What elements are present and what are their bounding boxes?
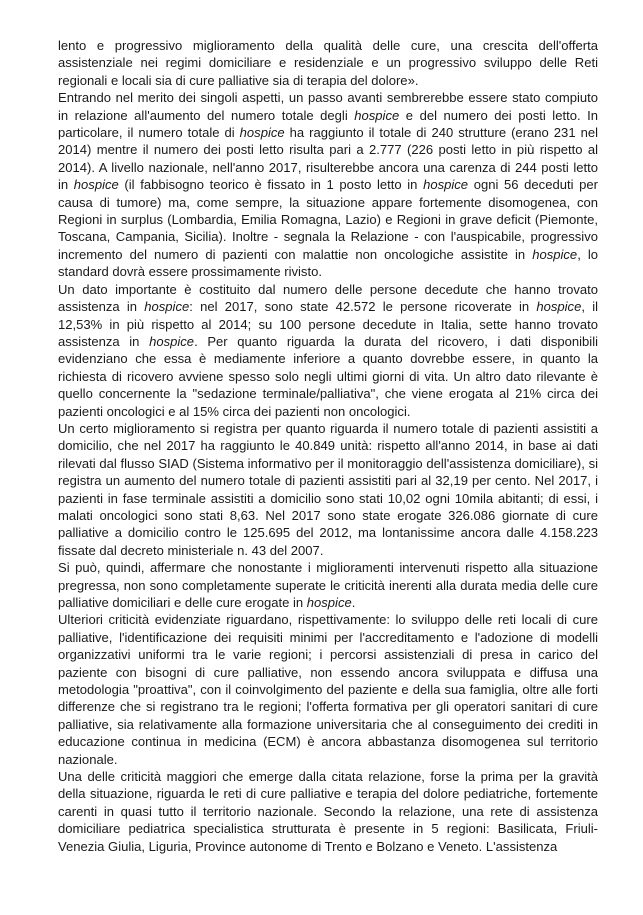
italic-term: hospice	[423, 177, 469, 193]
paragraph-text: , il 12,53% in più rispetto al 2014; su 100 persone decedute in Italia, sette hanno trovato assistenza in	[58, 299, 598, 349]
paragraph-text: (il fabbisogno teorico è fissato in 1 posto letto in	[118, 177, 424, 193]
paragraph-text: . Per quanto riguarda la durata del ricovero, i dati disponibili evidenziano che essa è mediamente inferiore a quanto dovrebbe essere, in quanto la richiesta di ricovero avviene spesso solo negli ultimi giorni di vita. Un altro dato rilevante è quello concernente la "sedazione terminale/palliativa", che viene erogata al 21% circa dei pazienti oncologici e al 15% circa dei pazienti non oncologici.	[58, 333, 598, 419]
paragraph-text: Un certo miglioramento si registra per quanto riguarda il numero totale di pazienti assistiti a domicilio, che nel 2017 ha raggiunto le 40.849 unità: rispetto all'anno 2014, in base ai dati rilevati dal flusso SIAD (Sistema informativo per il monitoraggio dell'assistenza domiciliare), si registra un aumento del numero totale di pazienti assistiti pari al 32,19 per cento. Nel 2017, i pazienti in fase terminale assistiti a domicilio sono stati 10,02 ogni 10mila abitanti; di essi, i malati oncologici sono stati 8,63. Nel 2017 sono state erogate 326.086 giornate di cure palliative a domicilio contro le 125.695 del 2012, ma lontanissime ancora dalle 4.158.223 fissate dal decreto ministeriale n. 43 del 2007.	[58, 420, 598, 558]
paragraph-text: Si può, quindi, affermare che nonostante i miglioramenti intervenuti rispetto alla situazione pregressa, non sono completamente superate le criticità inerenti alla durata media delle cure palliative domiciliari e delle cure erogate in	[58, 560, 598, 610]
paragraph-text: , lo standard dovrà essere prossimamente rivisto.	[58, 246, 599, 280]
italic-term: hospice	[144, 299, 190, 315]
body-paragraph	[58, 559, 598, 611]
italic-term: hospice	[239, 125, 285, 141]
paragraph-text: ogni 56 deceduti per causa di tumore) ma, come sempre, la situazione appare fortemente disomogenea, con Regioni in surplus (Lombardia, Emilia Romagna, Lazio) e Regioni in grave deficit (Piemonte, Toscana, Campania, Sicilia). Inoltre - segnala la Relazione - con l'auspicabile, progressivo incremento del numero di pazienti con malattie non oncologiche assistite in	[58, 177, 598, 262]
italic-term: hospice	[73, 177, 119, 193]
body-paragraph	[58, 37, 598, 89]
document-page	[58, 37, 598, 855]
paragraph-text: Una delle criticità maggiori che emerge dalla citata relazione, forse la prima per la gravità della situazione, riguarda le reti di cure palliative e terapia del dolore pediatriche, fortemente carenti in quasi tutto il territorio nazionale. Secondo la relazione, una rete di assistenza domiciliare pediatrica specialistica strutturata è presente in 5 regioni: Basilicata, Friuli-Venezia Giulia, Liguria, Province autonome di Trento e Bolzano e Veneto. L'assistenza	[58, 769, 598, 854]
body-paragraph	[58, 420, 598, 559]
body-paragraph	[58, 281, 598, 420]
body-paragraph	[58, 768, 598, 855]
italic-term: hospice	[354, 107, 400, 123]
italic-term: hospice	[536, 299, 582, 315]
paragraph-text: .	[351, 595, 356, 610]
paragraph-text: : nel 2017, sono state 42.572 le persone ricoverate in	[189, 299, 537, 315]
italic-term: hospice	[532, 246, 578, 262]
body-paragraph	[58, 611, 598, 768]
paragraph-text: ha raggiunto il totale di 240 strutture (erano 231 nel 2014) mentre il numero dei posti letto risulta pari a 2.777 (226 posti letto in più rispetto al 2014). A livello nazionale, nell'anno 2017, risulterebbe ancora una carenza di 244 posti letto in	[58, 125, 598, 193]
body-paragraph	[58, 89, 598, 280]
paragraph-text: Un dato importante è costituito dal numero delle persone decedute che hanno trovato assistenza in	[58, 281, 598, 315]
paragraph-text: Entrando nel merito dei singoli aspetti, un passo avanti sembrerebbe essere stato compiuto in relazione all'aumento del numero totale degli	[58, 90, 598, 123]
paragraph-text: Ulteriori criticità evidenziate riguardano, rispettivamente: lo sviluppo delle reti locali di cure palliative, l'identificazione dei requisiti minimi per l'accreditamento e l'adozione di modelli organizzativi uniformi tra le varie regioni; i percorsi assistenziali di presa in carico del paziente con bisogni di cure palliative, non essendo ancora sviluppata e diffusa una metodologia "proattiva", con il coinvolgimento del paziente e della sua famiglia, oltre alle forti differenze che si registrano tra le regioni; l'offerta formativa per gli operatori sanitari di cure palliative, sia relativamente alla formazione universitaria che al conseguimento dei crediti in educazione continua in medicina (ECM) è ancora abbastanza disomogenea sul territorio nazionale.	[58, 612, 598, 767]
italic-term: hospice	[149, 333, 195, 349]
paragraph-text: e del numero dei posti letto. In particolare, il numero totale di	[58, 107, 598, 141]
italic-term: hospice	[306, 595, 352, 610]
paragraph-text: lento e progressivo miglioramento della qualità delle cure, una crescita dell'offerta assistenziale nei regimi domiciliare e residenziale e un progressivo sviluppo delle Reti regionali e locali sia di cure palliative sia di terapia del dolore».	[58, 38, 598, 88]
